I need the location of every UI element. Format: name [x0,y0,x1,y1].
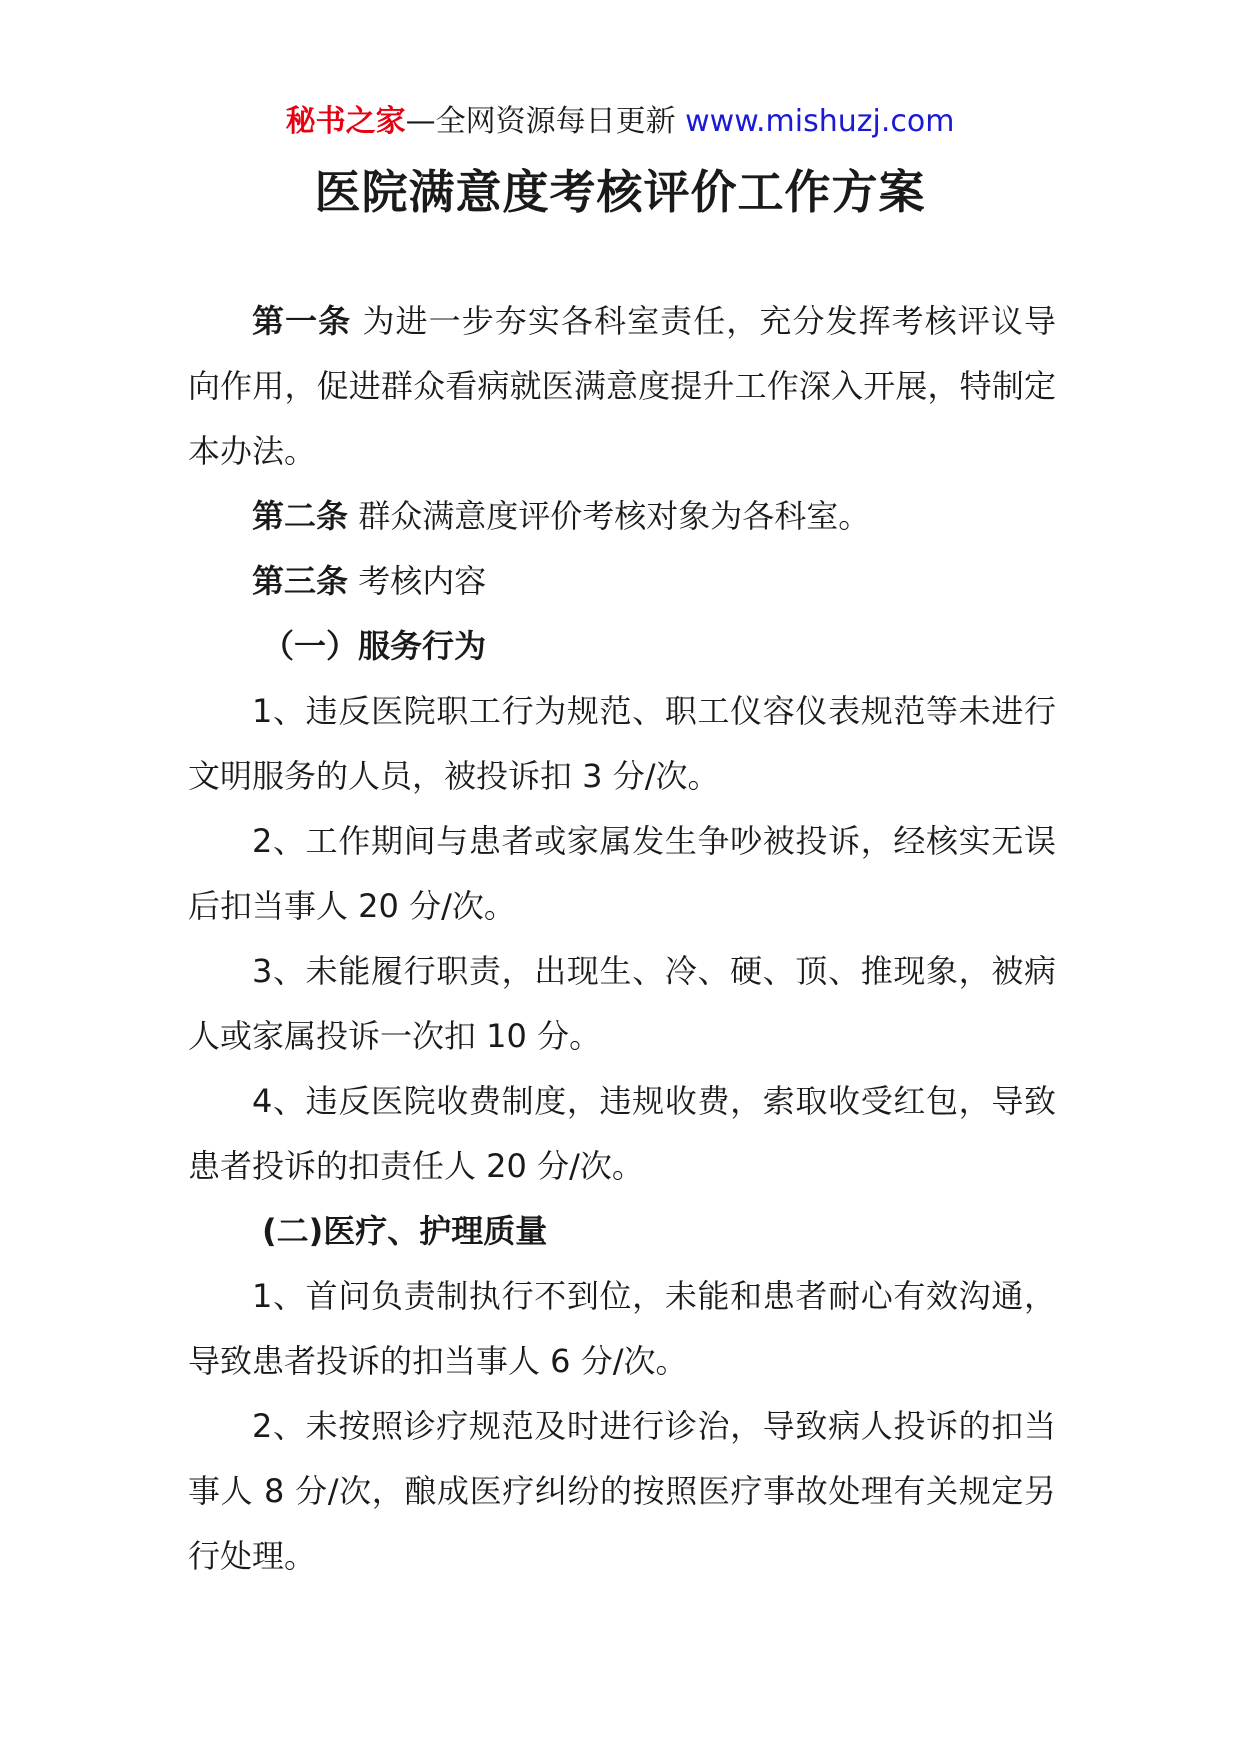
article-paragraph [188,549,1056,614]
list-item: 2、未按照诊疗规范及时进行诊治，导致病人投诉的扣当事人 8 分/次，酿成医疗纠纷的按照医疗事故处理有关规定另行处理。 [188,1407,1056,1575]
document-title: 医院满意度考核评价工作方案 [314,165,926,219]
article-paragraph [188,289,1056,484]
site-tagline: —全网资源每日更新 [405,104,686,139]
article-lead: 第一条 [252,302,352,340]
site-url-link[interactable]: www.mishuzj.com [685,104,955,139]
section-heading: （一）服务行为 [262,627,487,665]
article-text: 群众满意度评价考核对象为各科室。 [348,497,871,535]
site-header [0,102,1240,142]
article-text: 为进一步夯实各科室责任，充分发挥考核评议导向作用，促进群众看病就医满意度提升工作深入开展，特制定本办法。 [188,302,1056,470]
brand-name: 秘书之家 [285,104,406,139]
list-item: 2、工作期间与患者或家属发生争吵被投诉，经核实无误后扣当事人 20 分/次。 [188,822,1056,925]
list-item: 1、违反医院职工行为规范、职工仪容仪表规范等未进行文明服务的人员，被投诉扣 3 分/次。 [188,692,1056,795]
list-item: 3、未能履行职责，出现生、冷、硬、顶、推现象，被病人或家属投诉一次扣 10 分。 [188,952,1056,1055]
list-item: 4、违反医院收费制度，违规收费，索取收受红包，导致患者投诉的扣责任人 20 分/次。 [188,1082,1056,1185]
article-paragraph [188,484,1056,549]
document-body [188,289,1056,1589]
article-lead: 第二条 [252,497,349,535]
article-lead: 第三条 [252,562,349,600]
list-item: 1、首问负责制执行不到位，未能和患者耐心有效沟通，导致患者投诉的扣当事人 6 分/次。 [188,1277,1056,1380]
article-text: 考核内容 [348,562,487,600]
section-heading: (二)医疗、护理质量 [262,1212,548,1250]
